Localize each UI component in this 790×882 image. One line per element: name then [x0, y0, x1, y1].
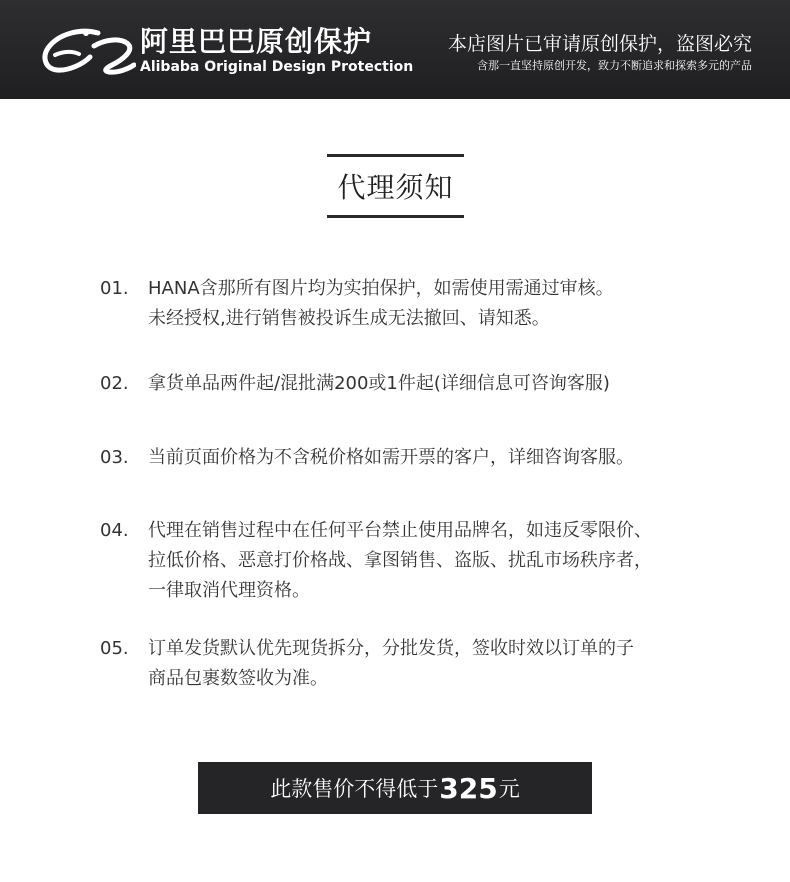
item-text-line: HANA含那所有图片均为实拍保护，如需使用需通过审核。: [148, 278, 614, 299]
minimum-price-banner: [198, 762, 592, 814]
item-text-line: 代理在销售过程中在任何平台禁止使用品牌名，如违反零限价、: [148, 520, 652, 541]
section-title: 代理须知: [327, 154, 464, 218]
item-text-line: 订单发货默认优先现货拆分，分批发货，签收时效以订单的子: [148, 638, 634, 659]
protection-banner: [0, 0, 790, 99]
price-suffix: 元: [498, 777, 520, 801]
item-text-line: 未经授权,进行销售被投诉生成无法撤回、请知悉。: [148, 308, 550, 329]
item-text-line: 拉低价格、恶意打价格战、拿图销售、盗版、扰乱市场秩序者，: [148, 550, 652, 571]
brand-title-en: Alibaba Original Design Protection: [140, 59, 414, 75]
alibaba-logo-icon: [40, 24, 136, 76]
price-prefix: 此款售价不得低于: [270, 777, 439, 801]
price-value: 325: [439, 771, 498, 805]
brand-title-cn: 阿里巴巴原创保护: [140, 25, 373, 58]
item-number: 03.: [100, 447, 129, 468]
copyright-notice: 本店图片已审请原创保护，盗图必究: [447, 33, 752, 55]
item-text-line: 一律取消代理资格。: [148, 580, 310, 601]
item-text-line: 商品包裹数签收为准。: [148, 668, 328, 689]
copyright-subnotice: 含那一直坚持原创开发，致力不断追求和探索多元的产品: [477, 59, 752, 72]
item-number: 05.: [100, 638, 129, 659]
item-text-line: 拿货单品两件起/混批满200或1件起(详细信息可咨询客服): [148, 373, 610, 394]
item-number: 02.: [100, 373, 129, 394]
item-number: 01.: [100, 278, 129, 299]
item-number: 04.: [100, 520, 129, 541]
item-text-line: 当前页面价格为不含税价格如需开票的客户，详细咨询客服。: [148, 447, 634, 468]
